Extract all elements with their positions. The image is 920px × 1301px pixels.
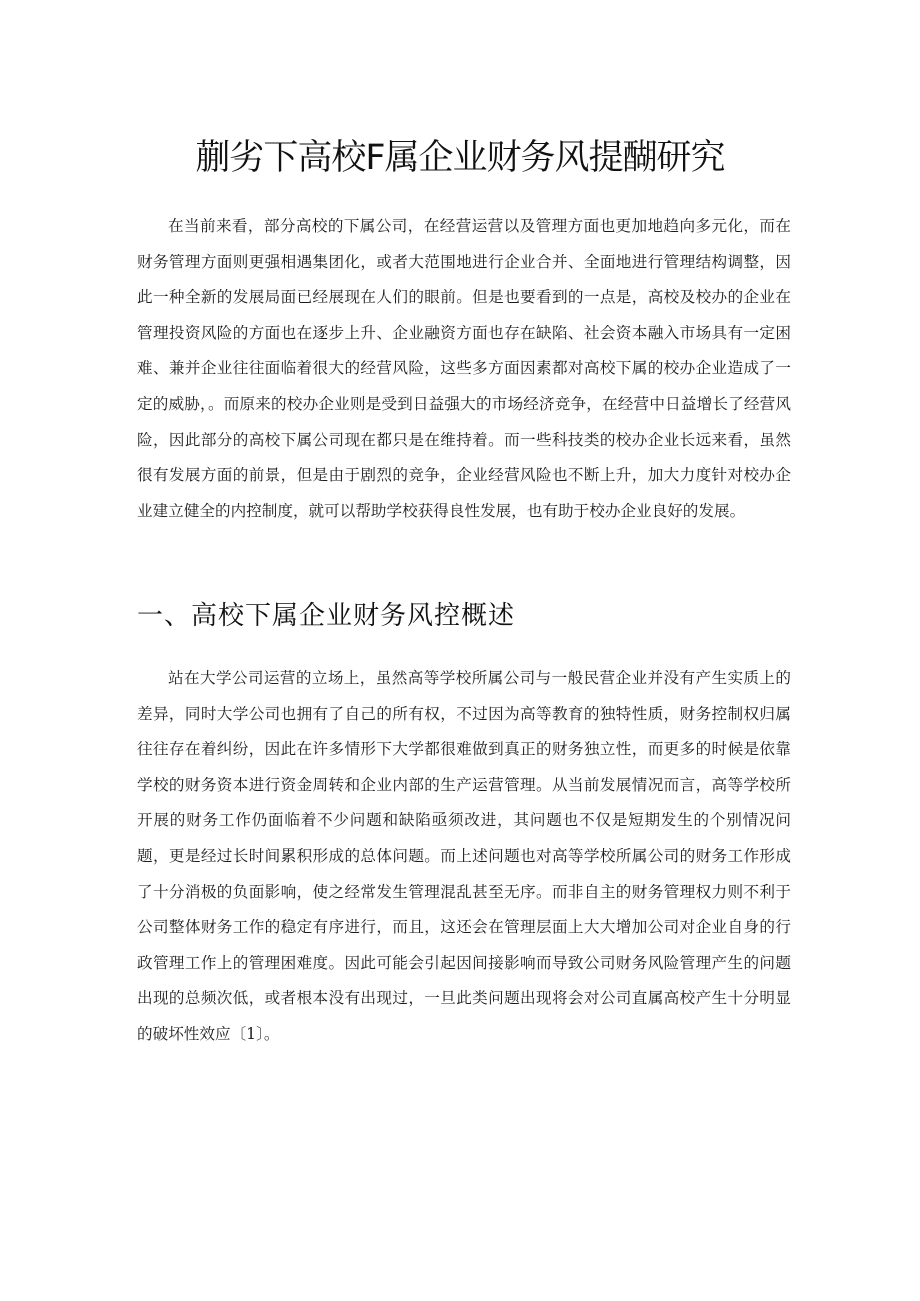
intro-paragraph: 在当前来看，部分高校的下属公司，在经营运营以及管理方面也更加地趋向多元化，而在财务管理方面则更强相遇集团化，或者大范围地进行企业合并、全面地进行管理结构调整，因此一种全新的发展局面已经展现在人们的眼前。但是也要看到的一点是，高校及校办的企业在管理投资风险的方面也在逐步上升、企业融资方面也存在缺陷、社会资本融入市场具有一定困难、兼并企业往往面临着很大的经营风险，这些多方面因素都对高校下属的校办企业造成了一定的威胁，。而原来的校办企业则是受到日益强大的市场经济竞争，在经营中日益增长了经营风险，因此部分的高校下属公司现在都只是在维持着。而一些科技类的校办企业长远来看，虽然很有发展方面的前景，但是由于剧烈的竞争，企业经营风险也不断上升，加大力度针对校办企业建立健全的内控制度，就可以帮助学校获得良性发展，也有助于校办企业良好的发展。 — [137, 217, 791, 520]
document-title: 蒯劣下高校F属企业财务风提醐研究 — [195, 138, 725, 178]
section-heading: 一、高校下属企业财务风控概述 — [137, 601, 516, 631]
section-paragraph: 站在大学公司运营的立场上，虽然高等学校所属公司与一般民营企业并没有产生实质上的差异，同时大学公司也拥有了自己的所有权，不过因为高等教育的独特性质，财务控制权归属往往存在着纠纷，因此在许多情形下大学都很难做到真正的财务独立性，而更多的时候是依靠学校的财务资本进行资金周转和企业内部的生产运营管理。从当前发展情况而言，高等学校所开展的财务工作仍面临着不少问题和缺陷亟须改进，其问题也不仅是短期发生的个别情况问题，更是经过长时间累积形成的总体问题。而上述问题也对高等学校所属公司的财务工作形成了十分消极的负面影响，使之经常发生管理混乱甚至无序。而非自主的财务管理权力则不利于公司整体财务工作的稳定有序进行，而且，这还会在管理层面上大大增加公司对企业自身的行政管理工作上的管理困难度。因此可能会引起因间接影响而导致公司财务风险管理产生的问题出现的总频次低，或者根本没有出现过，一旦此类问题出现将会对公司直属高校产生十分明显的破坏性效应〔1〕。 — [137, 669, 791, 1043]
